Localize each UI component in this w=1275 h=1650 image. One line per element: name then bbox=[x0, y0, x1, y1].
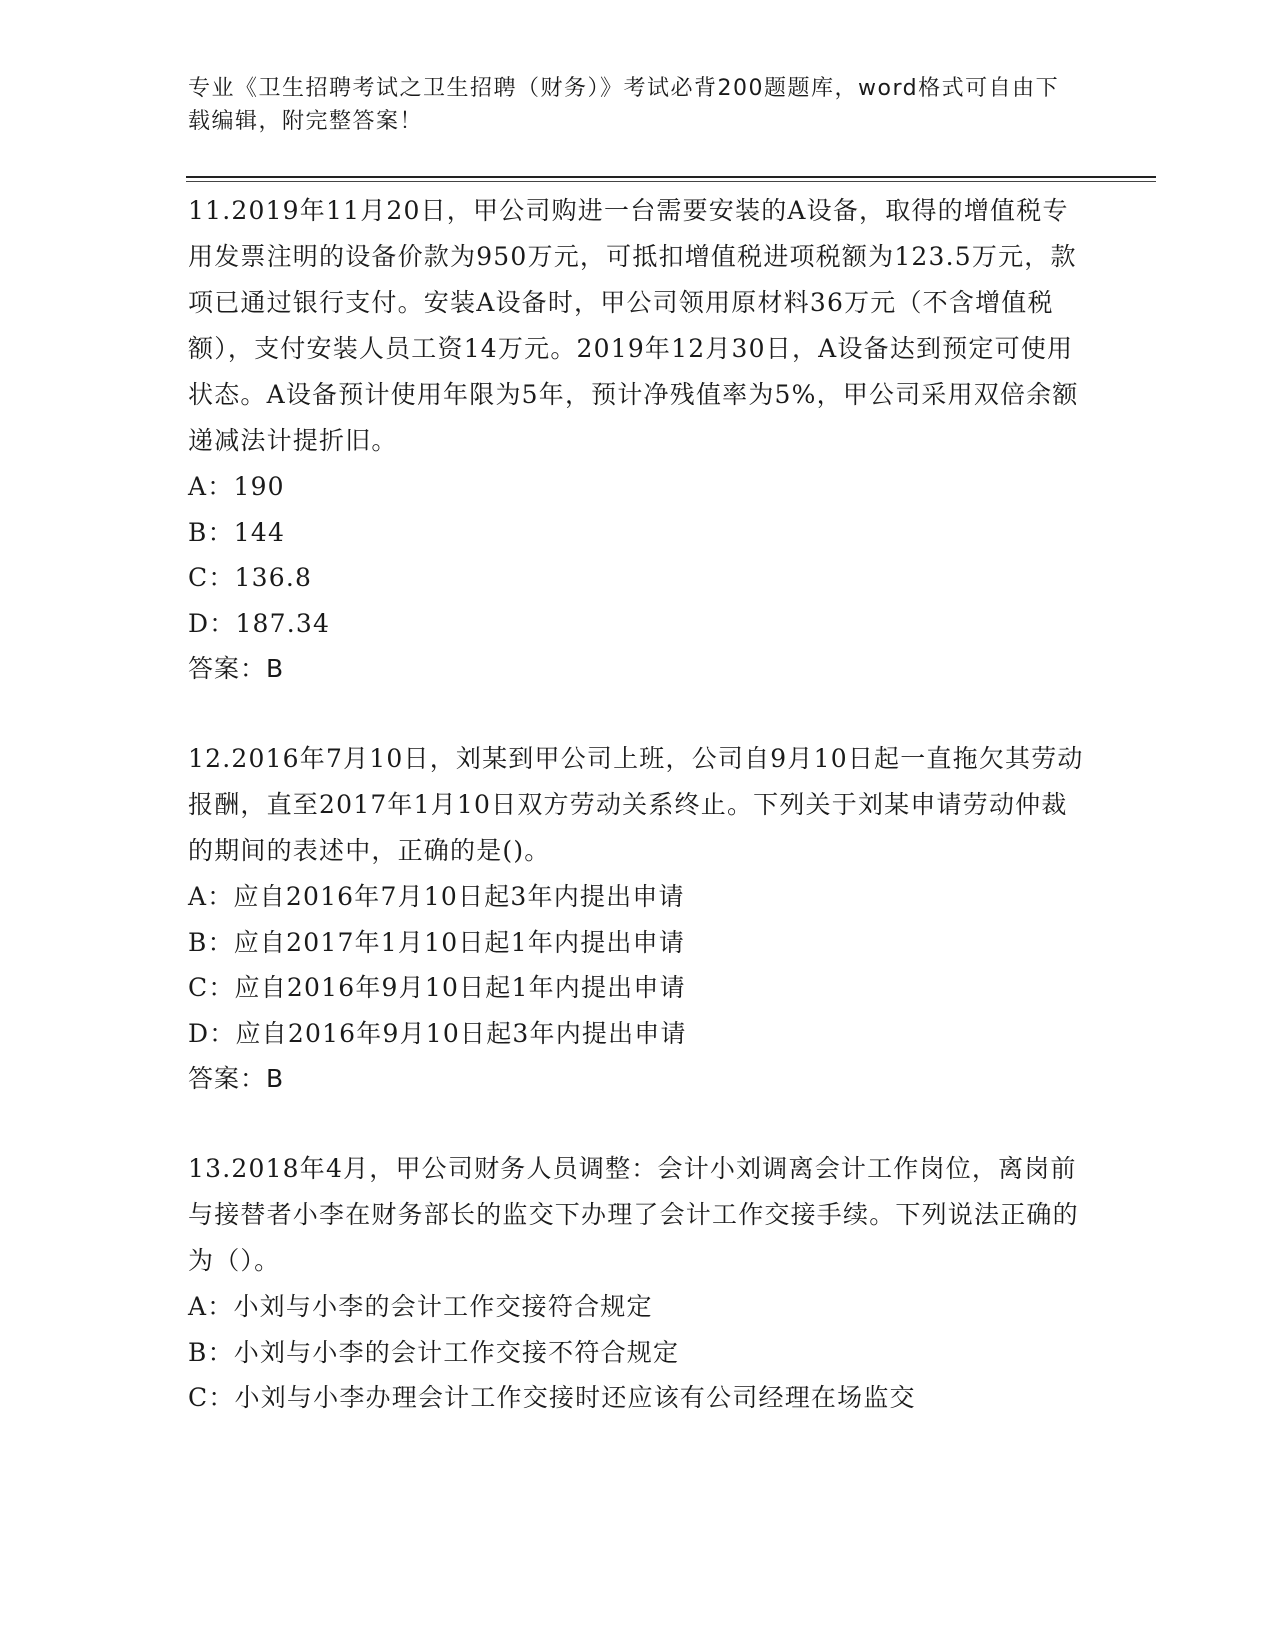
option-label: B： bbox=[188, 1337, 234, 1367]
option-text: 小刘与小李办理会计工作交接时还应该有公司经理在场监交 bbox=[234, 1383, 916, 1412]
option-text: 187.34 bbox=[235, 608, 331, 638]
question-stem: 11.2019年11月20日，甲公司购进一台需要安装的A设备，取得的增值税专用发票注明的设备价款为950万元，可抵扣增值税进项税额为123.5万元，款项已通过银行支付。安装A设备时，甲公司领用原材料36万元（不含增值税额），支付安装人员工资14万元。2019年12月30日，A设备达到预定可使用状态。A设备预计使用年限为5年，预计净残值率为5%，甲公司采用双倍余额递减法计提折旧。 bbox=[188, 196, 1079, 455]
option-text: 应自2017年1月10日起1年内提出申请 bbox=[233, 927, 686, 957]
option-b bbox=[188, 1330, 1088, 1376]
option-a bbox=[188, 874, 1088, 920]
header-divider bbox=[186, 176, 1156, 178]
option-label: A： bbox=[188, 472, 234, 501]
option-b bbox=[188, 920, 1088, 966]
question-list bbox=[188, 188, 1088, 1465]
option-label: C： bbox=[188, 1383, 235, 1412]
option-text: 136.8 bbox=[234, 563, 313, 592]
option-label: B： bbox=[188, 927, 234, 957]
option-d bbox=[188, 1011, 1088, 1057]
option-c bbox=[188, 1375, 1088, 1421]
option-label: D： bbox=[188, 608, 236, 638]
option-text: 小刘与小李的会计工作交接符合规定 bbox=[233, 1292, 653, 1321]
option-c bbox=[188, 555, 1088, 601]
answer-line: 答案：B bbox=[188, 654, 285, 683]
option-text: 应自2016年7月10日起3年内提出申请 bbox=[233, 882, 685, 911]
answer-line: 答案：B bbox=[188, 1064, 285, 1093]
question-13 bbox=[188, 1146, 1088, 1421]
question-12 bbox=[188, 736, 1088, 1102]
option-label: B： bbox=[188, 517, 234, 547]
option-label: C： bbox=[188, 563, 235, 592]
option-label: A： bbox=[188, 1292, 234, 1321]
option-d bbox=[188, 601, 1088, 647]
question-stem: 12.2016年7月10日，刘某到甲公司上班，公司自9月10日起一直拖欠其劳动报酬，直至2017年1月10日双方劳动关系终止。下列关于刘某申请劳动仲裁的期间的表述中，正确的是()。 bbox=[188, 744, 1084, 865]
option-text: 小刘与小李的会计工作交接不符合规定 bbox=[233, 1337, 680, 1367]
question-stem: 13.2018年4月，甲公司财务人员调整：会计小刘调离会计工作岗位，离岗前与接替者小李在财务部长的监交下办理了会计工作交接手续。下列说法正确的为（）。 bbox=[188, 1154, 1079, 1275]
option-c bbox=[188, 965, 1088, 1011]
option-text: 144 bbox=[233, 517, 286, 547]
header-divider-thin bbox=[186, 181, 1156, 182]
option-b bbox=[188, 510, 1088, 556]
option-label: D： bbox=[188, 1018, 236, 1048]
option-text: 应自2016年9月10日起3年内提出申请 bbox=[235, 1018, 687, 1048]
option-a bbox=[188, 464, 1088, 510]
option-label: A： bbox=[188, 882, 234, 911]
option-a bbox=[188, 1284, 1088, 1330]
option-text: 应自2016年9月10日起1年内提出申请 bbox=[234, 973, 686, 1002]
question-11 bbox=[188, 188, 1088, 692]
option-text: 190 bbox=[233, 472, 285, 501]
document-header: 专业《卫生招聘考试之卫生招聘（财务）》考试必背200题题库，word格式可自由下载编辑，附完整答案！ bbox=[188, 76, 1060, 134]
option-label: C： bbox=[188, 973, 235, 1002]
